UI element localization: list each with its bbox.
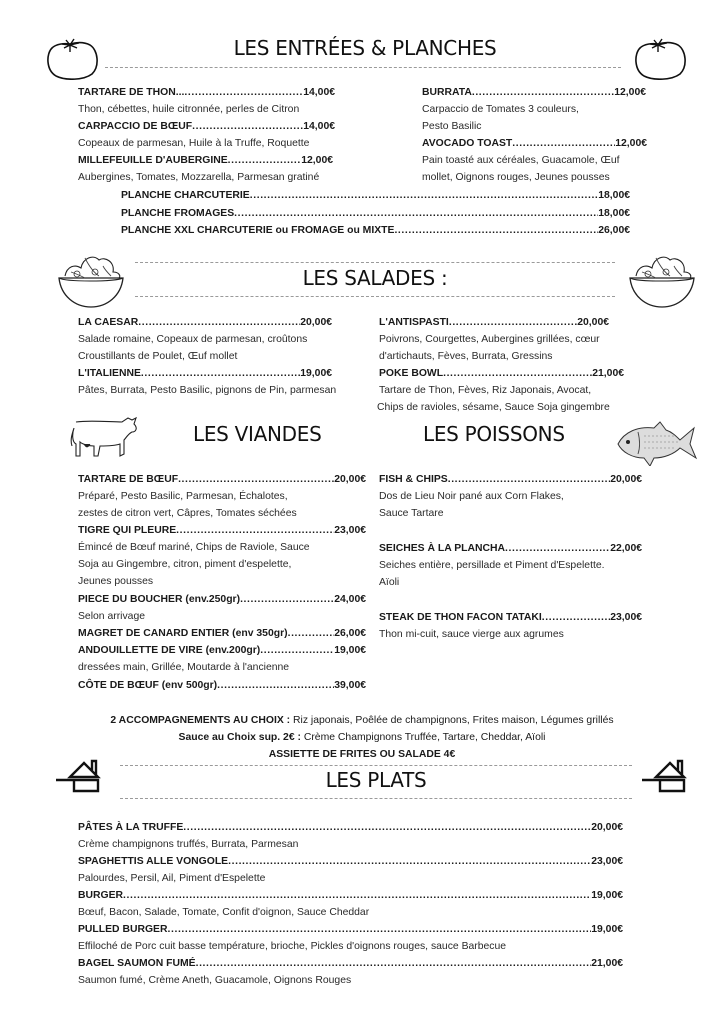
menu-item: CÔTE DE BŒUF (env 500gr) ..... 39,00€ [78, 677, 366, 694]
sauce-line: Sauce au Choix sup. 2€ : Crème Champignons Truffée, Tartare, Cheddar, Aïoli [178, 732, 546, 743]
item-description: Saumon fumé, Crème Aneth, Guacamole, Oignons Rouges [78, 975, 352, 986]
menu-item: FISH & CHIPS ..... 20,00€ [379, 471, 642, 488]
section-title-entrees: LES ENTRÉES & PLANCHES [233, 36, 497, 60]
tomato-icon [44, 36, 100, 80]
menu-item: PÂTES À LA TRUFFE ..... 20,00€ [78, 819, 623, 836]
menu-item: MILLEFEUILLE D'AUBERGINE ..... 12,00€ [78, 152, 333, 169]
menu-item: TARTARE DE BŒUF ..... 20,00€ [78, 471, 366, 488]
accompagnements-line: 2 ACCOMPAGNEMENTS AU CHOIX : Riz japonais, Poêlée de champignons, Frites maison, Légumes grillés [110, 715, 614, 726]
item-description: mollet, Oignons rouges, Jeunes pousses [422, 172, 610, 183]
salad-bowl-icon [55, 252, 127, 310]
section-title-plats: LES PLATS [325, 768, 427, 792]
section-title-poissons: LES POISSONS [423, 422, 565, 446]
divider [120, 798, 632, 799]
item-description: Pâtes, Burrata, Pesto Basilic, pignons de Pin, parmesan [78, 385, 337, 396]
menu-item: L'ITALIENNE ..... 19,00€ [78, 365, 332, 382]
menu-item: PIECE DU BOUCHER (env.250gr) ..... 24,00€ [78, 591, 366, 608]
assiette-line: ASSIETTE DE FRITES OU SALADE 4€ [268, 749, 456, 760]
menu-item: PULLED BURGER ..... 19,00€ [78, 921, 623, 938]
menu-item: SEICHES À LA PLANCHA ..... 22,00€ [379, 540, 642, 557]
menu-item: L'ANTISPASTI ..... 20,00€ [379, 314, 609, 331]
menu-item: BURGER ..... 19,00€ [78, 887, 623, 904]
menu-item: TARTARE DE THON... ..... 14,00€ [78, 84, 335, 101]
menu-item: CARPACCIO DE BŒUF ..... 14,00€ [78, 118, 335, 135]
menu-item: POKE BOWL ..... 21,00€ [379, 365, 624, 382]
menu-item: SPAGHETTIS ALLE VONGOLE ..... 23,00€ [78, 853, 623, 870]
item-description: Dos de Lieu Noir pané aux Corn Flakes, [379, 491, 564, 502]
menu-item: TIGRE QUI PLEURE ..... 23,00€ [78, 522, 366, 539]
item-description: Poivrons, Courgettes, Aubergines grillées, cœur [379, 334, 600, 345]
item-description: Crème champignons truffés, Burrata, Parmesan [78, 839, 299, 850]
fait-maison-house-icon [642, 757, 694, 795]
fait-maison-house-icon [56, 757, 108, 795]
item-description: Salade romaine, Copeaux de parmesan, croûtons [78, 334, 308, 345]
item-description: Sauce Tartare [379, 508, 444, 519]
menu-item-planche: PLANCHE CHARCUTERIE ..... 18,00€ [121, 187, 630, 204]
cow-icon [70, 414, 142, 464]
item-description: Tartare de Thon, Fèves, Riz Japonais, Avocat, [379, 385, 592, 396]
menu-item-planche: PLANCHE FROMAGES ..... 18,00€ [121, 205, 630, 222]
menu-item: BURRATA ..... 12,00€ [422, 84, 646, 101]
fish-icon [614, 418, 698, 466]
menu-item: LA CAESAR ..... 20,00€ [78, 314, 332, 331]
menu-item-planche: PLANCHE XXL CHARCUTERIE ou FROMAGE ou MIXTE ..... 26,00€ [121, 222, 630, 239]
salad-bowl-icon [626, 252, 698, 310]
menu-item: STEAK DE THON FACON TATAKI ..... 23,00€ [379, 609, 642, 626]
section-title-viandes: LES VIANDES [193, 422, 322, 446]
item-description: Palourdes, Persil, Ail, Piment d'Espelette [78, 873, 266, 884]
tomato-icon [632, 36, 688, 80]
item-description: Chips de ravioles, sésame, Sauce Soja gingembre [377, 402, 610, 413]
menu-item: ANDOUILLETTE DE VIRE (env.200gr) ..... 19,00€ [78, 642, 366, 659]
menu-item: BAGEL SAUMON FUMÉ ..... 21,00€ [78, 955, 623, 972]
divider [105, 67, 621, 68]
section-title-salades: LES SALADES : [302, 266, 448, 290]
menu-item: AVOCADO TOAST ..... 12,00€ [422, 135, 647, 152]
item-description: Émincé de Bœuf mariné, Chips de Raviole, Sauce [78, 542, 310, 553]
item-description: Pesto Basilic [422, 121, 482, 132]
item-description: Effiloché de Porc cuit basse température, brioche, Pickles d'oignons rouges, sauce Barbecue [78, 941, 507, 952]
item-description: Carpaccio de Tomates 3 couleurs, [422, 104, 579, 115]
divider [120, 765, 632, 766]
item-description: Thon mi-cuit, sauce vierge aux agrumes [379, 629, 564, 640]
item-description: Jeunes pousses [78, 576, 154, 587]
item-description: Pain toasté aux céréales, Guacamole, Œuf [422, 155, 620, 166]
menu-item: MAGRET DE CANARD ENTIER (env 350gr) ..... 26,00€ [78, 625, 366, 642]
divider [135, 262, 615, 263]
item-description: Soja au Gingembre, citron, piment d'espelette, [78, 559, 292, 570]
item-description: Aïoli [379, 577, 400, 588]
item-description: Selon arrivage [78, 611, 146, 622]
item-description: Préparé, Pesto Basilic, Parmesan, Échalotes, [78, 491, 288, 502]
divider [135, 296, 615, 297]
item-description: dressées main, Grillée, Moutarde à l'ancienne [78, 662, 290, 673]
item-description: Seiches entière, persillade et Piment d'Espelette. [379, 560, 605, 571]
item-description: zestes de citron vert, Câpres, Tomates séchées [78, 508, 297, 519]
item-description: Copeaux de parmesan, Huile à la Truffe, Roquette [78, 138, 310, 149]
item-description: Bœuf, Bacon, Salade, Tomate, Confit d'oignon, Sauce Cheddar [78, 907, 370, 918]
item-description: d'artichauts, Fèves, Burrata, Gressins [379, 351, 553, 362]
item-description: Aubergines, Tomates, Mozzarella, Parmesan gratiné [78, 172, 320, 183]
item-description: Croustillants de Poulet, Œuf mollet [78, 351, 238, 362]
item-description: Thon, cébettes, huile citronnée, perles de Citron [78, 104, 300, 115]
